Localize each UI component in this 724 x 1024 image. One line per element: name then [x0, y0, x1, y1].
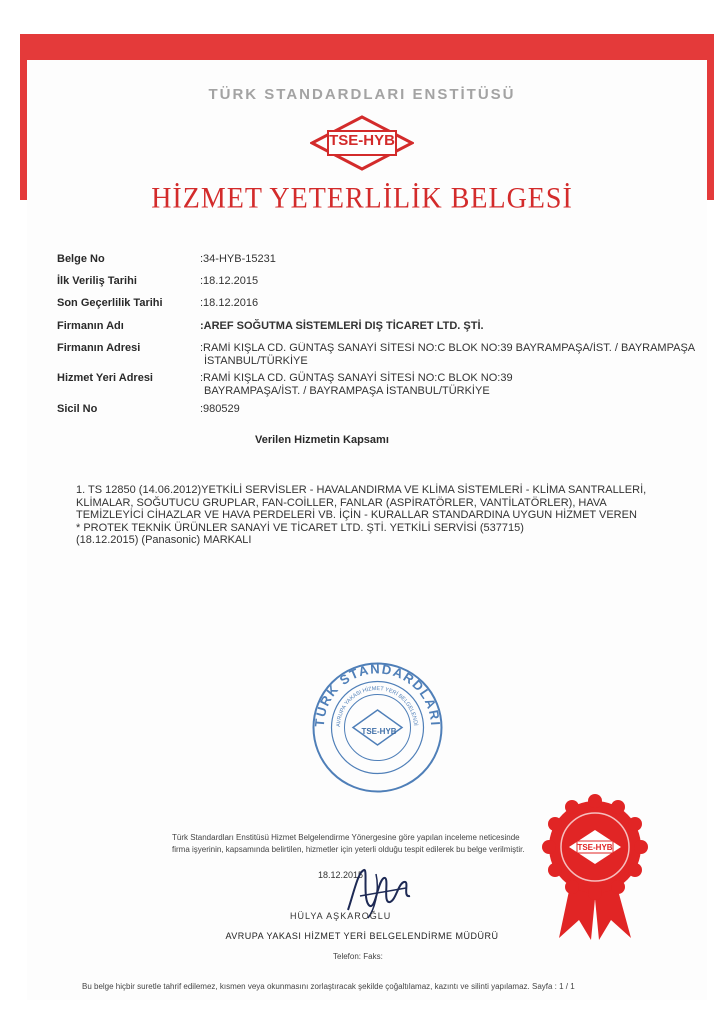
field-label-belge-no: Belge No — [57, 253, 105, 265]
left-red-border — [20, 60, 27, 200]
hizmet-yeri-line2: BAYRAMPAŞA/İST. / BAYRAMPAŞA İSTANBUL/TÜRKİYE — [204, 385, 490, 397]
certificate-title: HİZMET YETERLİLİK BELGESİ — [151, 182, 573, 215]
contact-info: Telefon: Faks: — [333, 952, 383, 961]
signatory-name: HÜLYA AŞKAROĞLU — [290, 911, 392, 921]
firma-adresi-line1: :RAMİ KIŞLA CD. GÜNTAŞ SANAYİ SİTESİ NO:C BLOK NO:39 BAYRAMPAŞA/İST. / BAYRAMPAŞA — [200, 342, 696, 354]
scope-line: 1. TS 12850 (14.06.2012)YETKİLİ SERVİSLER - HAVALANDIRMA VE KLİMA SİSTEMLERİ - KLİMA SANTRALLERİ, — [76, 484, 647, 496]
signatory-department: AVRUPA YAKASI HİZMET YERİ BELGELENDİRME MÜDÜRÜ — [225, 931, 499, 941]
issue-date: 18.12.2015 — [318, 870, 364, 880]
scope-line: KLİMALAR, SOĞUTUCU GRUPLAR, FAN-COİLLER, FANLAR (ASPİRATÖRLER, VANTİLATÖRLER), HAVA — [76, 496, 607, 509]
seal-inner-text: AVRUPA YAKASI HİZMET YERİ BELGELENDİ — [335, 685, 418, 728]
institute-name: TÜRK STANDARDLARI ENSTİTÜSÜ — [208, 86, 516, 103]
field-value-ilk-verilis: :18.12.2015 — [200, 275, 259, 287]
logo-text: TSE-HYB — [329, 132, 395, 149]
red-rosette-seal — [535, 792, 655, 942]
scope-line: (18.12.2015) (Panasonic) MARKALI — [76, 534, 252, 546]
field-label-sicil-no: Sicil No — [57, 403, 98, 415]
scope-title: Verilen Hizmetin Kapsamı — [255, 434, 389, 446]
rosette-text: TSE-HYB — [577, 843, 613, 852]
field-value-hizmet-yeri-adresi — [200, 372, 513, 398]
scope-line: TEMİZLEYİCİ CİHAZLAR VE HAVA PERDELERİ VB. İÇİN - KURALLAR STANDARDINA UYGUN HİZMET VEREN — [76, 509, 637, 521]
field-value-son-gecerlilik: :18.12.2016 — [200, 297, 259, 309]
legal-notice: Bu belge hiçbir suretle tahrif edilemez, kısmen veya okunmasını zorlaştıracak şekilde çoğaltılamaz, kazıntı ve silinti yapılamaz. Sayfa : 1 / 1 — [82, 982, 575, 991]
field-label-ilk-verilis: İlk Veriliş Tarihi — [57, 275, 137, 287]
field-label-firma-adi: Firmanın Adı — [57, 320, 124, 332]
scope-text — [76, 484, 676, 547]
firma-adresi-line2: İSTANBUL/TÜRKİYE — [204, 355, 308, 367]
field-value-firma-adi: :AREF SOĞUTMA SİSTEMLERİ DIŞ TİCARET LTD. ŞTİ. — [200, 320, 484, 332]
footer-note-line2: firma işyerinin, kapsamında belirtilen, hizmetler için yeterli olduğu tespit edilerek bu belge verilmiştir. — [172, 845, 525, 854]
seal-outer-text: TÜRK STANDARDLARI — [311, 661, 444, 728]
right-red-border — [707, 60, 714, 200]
footer-note-line1: Türk Standardları Enstitüsü Hizmet Belgelendirme Yönergesine göre yapılan inceleme neticesinde — [172, 833, 520, 842]
field-label-son-gecerlilik: Son Geçerlilik Tarihi — [57, 297, 163, 309]
scope-line: * PROTEK TEKNİK ÜRÜNLER SANAYİ VE TİCARET LTD. ŞTİ. YETKİLİ SERVİSİ (537715) — [76, 521, 524, 534]
svg-text:TÜRK STANDARDLARI ENSTİTÜSÜ — [310, 660, 443, 727]
field-label-hizmet-yeri-adresi: Hizmet Yeri Adresi — [57, 372, 153, 384]
field-value-firma-adresi — [200, 342, 710, 368]
field-label-firma-adresi: Firmanın Adresi — [57, 342, 141, 354]
field-value-sicil-no: :980529 — [200, 403, 240, 415]
hizmet-yeri-line1: :RAMİ KIŞLA CD. GÜNTAŞ SANAYİ SİTESİ NO:C BLOK NO:39 — [200, 372, 513, 384]
field-value-belge-no: :34-HYB-15231 — [200, 253, 276, 265]
seal-center-text: TSE-HYB — [361, 727, 397, 736]
tse-hyb-logo — [310, 115, 414, 171]
